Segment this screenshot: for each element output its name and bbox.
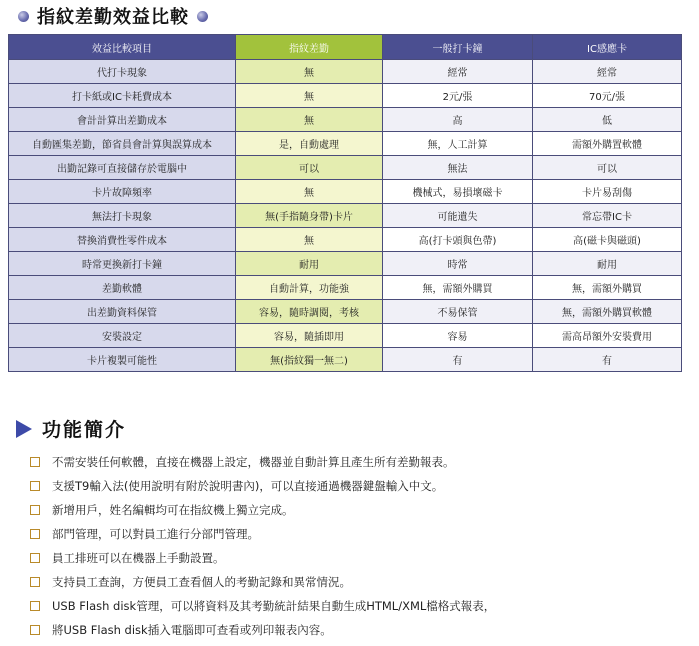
row-label: 自動匯集差勤，節省員會計算與誤算成本 [9,132,236,156]
table-row [9,276,682,300]
checkbox-square-icon [30,625,40,635]
features-title: 功能簡介 [42,419,127,441]
cell-punch-clock: 容易 [383,324,533,348]
table-row [9,60,682,84]
table-row [9,180,682,204]
table-row [9,324,682,348]
cell-ic-card: 經常 [533,60,682,84]
cell-fingerprint: 無 [236,60,383,84]
list-item [30,498,690,522]
cell-fingerprint: 無 [236,228,383,252]
feature-text: 不需安裝任何軟體，直接在機器上設定，機器並自動計算且產生所有差勤報表。 [52,455,455,469]
checkbox-square-icon [30,457,40,467]
table-row [9,348,682,372]
cell-fingerprint: 自動計算，功能強 [236,276,383,300]
checkbox-square-icon [30,601,40,611]
cell-punch-clock: 不易保管 [383,300,533,324]
list-item [30,594,690,618]
cell-punch-clock: 經常 [383,60,533,84]
checkbox-square-icon [30,577,40,587]
table-row [9,300,682,324]
header-fingerprint: 指紋差勤 [236,35,383,60]
header-item: 效益比較項目 [9,35,236,60]
cell-punch-clock: 無，人工計算 [383,132,533,156]
bullet-dot-icon [197,11,208,22]
page-title-bar [18,3,208,29]
list-item [30,450,690,474]
table-row [9,252,682,276]
feature-text: 部門管理，可以對員工進行分部門管理。 [52,527,259,541]
list-item [30,618,690,642]
cell-punch-clock: 可能遺失 [383,204,533,228]
cell-fingerprint: 耐用 [236,252,383,276]
row-label: 打卡紙或IC卡耗費成本 [9,84,236,108]
features-list [30,450,690,642]
row-label: 卡片故障頻率 [9,180,236,204]
cell-punch-clock: 有 [383,348,533,372]
checkbox-square-icon [30,505,40,515]
cell-punch-clock: 2元/張 [383,84,533,108]
cell-fingerprint: 無(手指隨身帶)卡片 [236,204,383,228]
checkbox-square-icon [30,553,40,563]
cell-fingerprint: 無 [236,108,383,132]
table-row [9,132,682,156]
row-label: 安裝設定 [9,324,236,348]
cell-punch-clock: 機械式，易損壞磁卡 [383,180,533,204]
cell-ic-card: 無，需額外購買 [533,276,682,300]
feature-text: 員工排班可以在機器上手動設置。 [52,551,225,565]
row-label: 出勤記錄可直接儲存於電腦中 [9,156,236,180]
feature-text: 新增用戶，姓名編輯均可在指紋機上獨立完成。 [52,503,294,517]
cell-punch-clock: 無法 [383,156,533,180]
cell-ic-card: 需高昂額外安裝費用 [533,324,682,348]
feature-text: USB Flash disk管理，可以將資料及其考勤統計結果自動生成HTML/XML檔格式報表， [52,599,496,613]
cell-punch-clock: 高 [383,108,533,132]
table-row [9,228,682,252]
cell-ic-card: 常忘帶IC卡 [533,204,682,228]
cell-ic-card: 低 [533,108,682,132]
table-row [9,204,682,228]
table-row [9,156,682,180]
cell-ic-card: 高(磁卡與磁頭) [533,228,682,252]
cell-ic-card: 卡片易刮傷 [533,180,682,204]
row-label: 差勤軟體 [9,276,236,300]
row-label: 出差勤資料保管 [9,300,236,324]
cell-ic-card: 無，需額外購買軟體 [533,300,682,324]
list-item [30,546,690,570]
feature-text: 支援T9輸入法(使用說明有附於說明書內)，可以直接通過機器鍵盤輸入中文。 [52,479,444,493]
cell-ic-card: 可以 [533,156,682,180]
cell-ic-card: 有 [533,348,682,372]
feature-text: 將USB Flash disk插入電腦即可查看或列印報表內容。 [52,623,332,637]
feature-text: 支持員工查詢，方便員工查看個人的考勤記錄和異常情況。 [52,575,351,589]
features-heading [16,415,126,442]
cell-fingerprint: 無 [236,84,383,108]
cell-ic-card: 耐用 [533,252,682,276]
list-item [30,474,690,498]
cell-fingerprint: 可以 [236,156,383,180]
row-label: 代打卡現象 [9,60,236,84]
cell-ic-card: 需額外購置軟體 [533,132,682,156]
cell-punch-clock: 無，需額外購買 [383,276,533,300]
row-label: 時常更換新打卡鐘 [9,252,236,276]
header-ic-card: IC感應卡 [533,35,682,60]
cell-punch-clock: 時常 [383,252,533,276]
table-header-row [9,35,682,60]
list-item [30,570,690,594]
cell-fingerprint: 容易，隨時調閱，考核 [236,300,383,324]
table-row [9,108,682,132]
cell-fingerprint: 無 [236,180,383,204]
arrow-right-icon [16,420,32,438]
row-label: 無法打卡現象 [9,204,236,228]
header-punch-clock: 一般打卡鐘 [383,35,533,60]
row-label: 替換消費性零件成本 [9,228,236,252]
list-item [30,522,690,546]
comparison-table [8,34,682,372]
row-label: 會計計算出差勤成本 [9,108,236,132]
checkbox-square-icon [30,481,40,491]
cell-ic-card: 70元/張 [533,84,682,108]
cell-punch-clock: 高(打卡頭與色帶) [383,228,533,252]
cell-fingerprint: 無(指紋獨一無二) [236,348,383,372]
cell-fingerprint: 是，自動處理 [236,132,383,156]
page-title: 指紋差勤效益比較 [37,7,189,28]
table-row [9,84,682,108]
cell-fingerprint: 容易，隨插即用 [236,324,383,348]
checkbox-square-icon [30,529,40,539]
row-label: 卡片複製可能性 [9,348,236,372]
bullet-dot-icon [18,11,29,22]
